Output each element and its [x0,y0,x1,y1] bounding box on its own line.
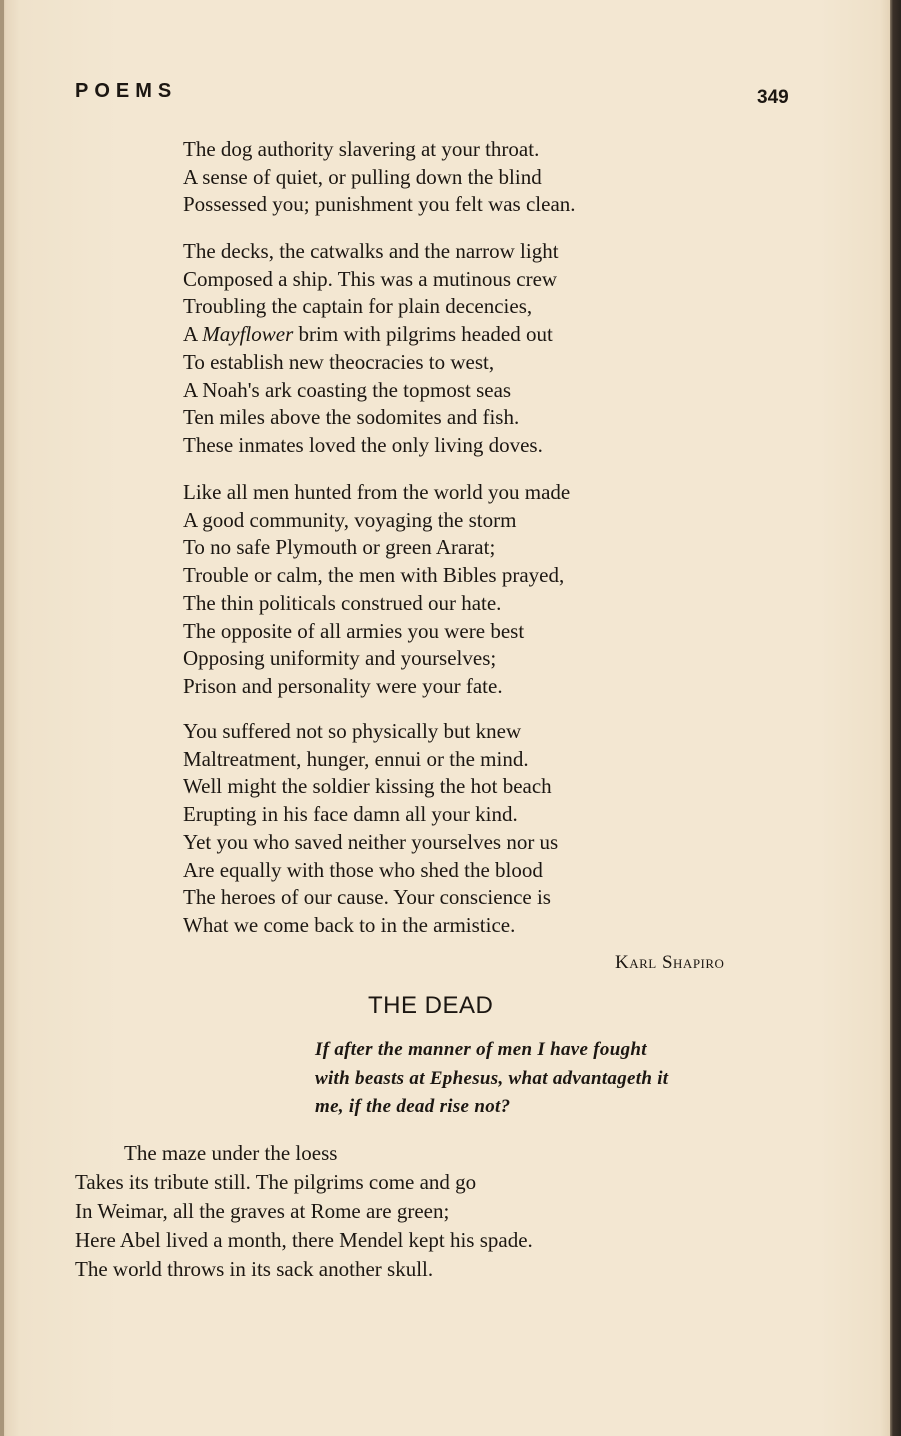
poem-line: The thin politicals construed our hate. [183,590,502,615]
epigraph-line: If after the manner of men I have fought [315,1039,647,1060]
poem-line: The maze under the loess [124,1141,338,1165]
poem-line: Like all men hunted from the world you made [183,480,571,504]
poem-line: Well might the soldier kissing the hot beach [183,774,552,799]
poem-line: Prison and personality were your fate. [183,673,503,698]
poem-line: Yet you who saved neither yourselves nor us [183,829,559,854]
poem-title: THE DEAD [368,992,494,1019]
mayflower-prefix: A [183,322,203,347]
poem-line: Opposing uniformity and yourselves; [183,646,497,671]
epigraph-line: me, if the dead rise not? [315,1096,511,1117]
poem-line: Composed a ship. This was a mutinous crew [183,266,558,291]
epigraph-line: with beasts at Ephesus, what advantageth it [315,1067,669,1089]
poem-stanza-3 [183,479,570,701]
page-gutter-shadow [0,0,4,1436]
poem-line: The dog authority slavering at your throat. [183,137,540,161]
poem-stanza-4 [183,718,558,940]
poem-line: The opposite of all armies you were best [183,618,525,643]
mayflower-suffix: brim with pilgrims headed out [293,322,553,347]
poem-line: Possessed you; punishment you felt was clean. [183,192,576,217]
poem-line: Trouble or calm, the men with Bibles prayed, [183,563,565,588]
poem-line: What we come back to in the armistice. [183,912,516,937]
poem-line: A Noah's ark coasting the topmost seas [183,377,512,402]
poem-line: A good community, voyaging the storm [183,507,517,532]
poem-line: You suffered not so physically but knew [183,719,522,743]
poem-epigraph [315,1036,668,1122]
poem-author: Karl Shapiro [615,952,725,973]
poem-line: The world throws in its sack another skull. [75,1257,434,1281]
poem-line: In Weimar, all the graves at Rome are green; [75,1199,450,1223]
poem-line: Troubling the captain for plain decencies, [183,294,533,319]
poem-line: To no safe Plymouth or green Ararat; [183,535,496,560]
poem-stanza-1 [183,136,576,219]
poem-line: Here Abel lived a month, there Mendel kept his spade. [75,1228,533,1252]
poem-line: To establish new theocracies to west, [183,349,495,374]
mayflower-title-italic: Mayflower [202,322,294,347]
poem-line: Are equally with those who shed the blood [183,857,543,882]
poem-line: Maltreatment, hunger, ennui or the mind. [183,746,529,771]
poem-line: Takes its tribute still. The pilgrims come and go [75,1170,477,1194]
page-edge-shadow [890,0,901,1436]
poem-line: The decks, the catwalks and the narrow light [183,239,559,263]
running-head: POEMS [75,80,178,102]
poem-line-mayflower [183,321,559,349]
poem-stanza-2 [183,238,559,460]
poem-line: Ten miles above the sodomites and fish. [183,405,520,430]
page-number: 349 [757,87,789,108]
poem-line: The heroes of our cause. Your conscience is [183,885,551,910]
poem-line: These inmates loved the only living doves. [183,432,543,457]
poem-line: Erupting in his face damn all your kind. [183,802,518,827]
poem-stanza-the-dead [75,1139,533,1284]
poem-line: A sense of quiet, or pulling down the blind [183,164,542,189]
